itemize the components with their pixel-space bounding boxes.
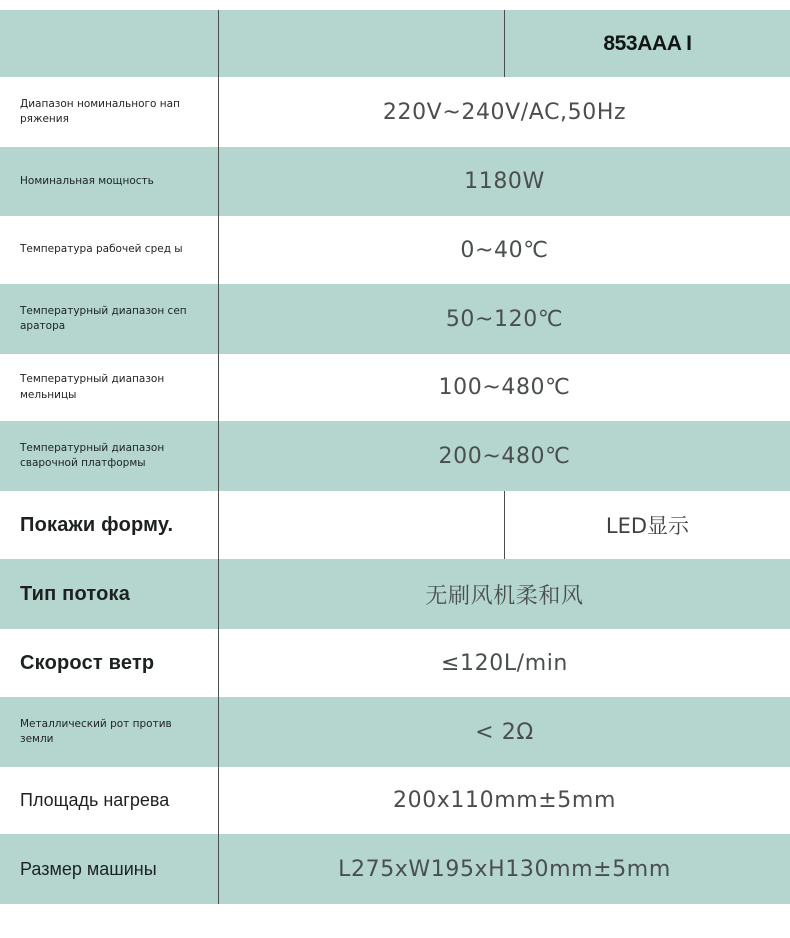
spec-value: 无刷风机柔和风 — [425, 583, 584, 609]
spec-row-separator-temperature — [0, 284, 790, 354]
spec-row-airflow-type — [0, 559, 790, 629]
spec-label: Тип потока — [0, 559, 219, 629]
spec-label: Температурный диапазон сеп аратора — [0, 284, 219, 354]
spec-value-split — [219, 491, 790, 559]
spec-row-machine-size — [0, 834, 790, 904]
spec-value: ≤120L/min — [441, 650, 568, 676]
model-name: 853AAA I — [603, 31, 692, 55]
spec-value: 1180W — [464, 169, 545, 194]
spec-value: L275xW195xH130mm±5mm — [338, 856, 671, 882]
spec-label: Диапазон номинального нап ряжения — [0, 77, 219, 147]
spec-label: Покажи форму. — [0, 491, 219, 559]
spec-row-air-speed — [0, 629, 790, 697]
spec-row-heating-area — [0, 767, 790, 834]
spec-row-grinder-temperature — [0, 354, 790, 421]
spec-label: Металлический рот против земли — [0, 697, 219, 767]
display-blank-cell — [219, 491, 505, 559]
header-model-cell — [505, 10, 790, 77]
spec-value: 200x110mm±5mm — [393, 788, 616, 813]
spec-row-tip-to-ground — [0, 697, 790, 767]
spec-row-rated-power — [0, 147, 790, 216]
spec-row-welding-platform-temperature — [0, 421, 790, 491]
spec-label: Температура рабочей сред ы — [0, 216, 219, 284]
spec-label: Номинальная мощность — [0, 147, 219, 216]
spec-value: 200~480℃ — [438, 443, 571, 469]
spec-label: Размер машины — [0, 834, 219, 904]
spec-row-rated-voltage — [0, 77, 790, 147]
header-blank-cell — [219, 10, 505, 77]
spec-label: Температурный диапазон сварочной платформы — [0, 421, 219, 491]
spec-value: 100~480℃ — [438, 375, 571, 400]
spec-row-display — [0, 491, 790, 559]
header-row — [0, 10, 790, 77]
display-value-cell — [505, 491, 790, 559]
spec-row-working-temperature — [0, 216, 790, 284]
spec-table — [0, 10, 790, 904]
spec-value: 50~120℃ — [445, 306, 564, 332]
header-label-cell — [0, 10, 219, 77]
header-value-cell — [219, 10, 790, 77]
spec-value: < 2Ω — [475, 719, 534, 745]
spec-label: Скорост ветр — [0, 629, 219, 697]
spec-label: Температурный диапазон мельницы — [0, 354, 219, 421]
spec-value: LED显示 — [605, 514, 690, 538]
spec-value: 220V~240V/AC,50Hz — [382, 99, 627, 125]
spec-value: 0~40℃ — [460, 237, 549, 263]
spec-label: Площадь нагрева — [0, 767, 219, 834]
